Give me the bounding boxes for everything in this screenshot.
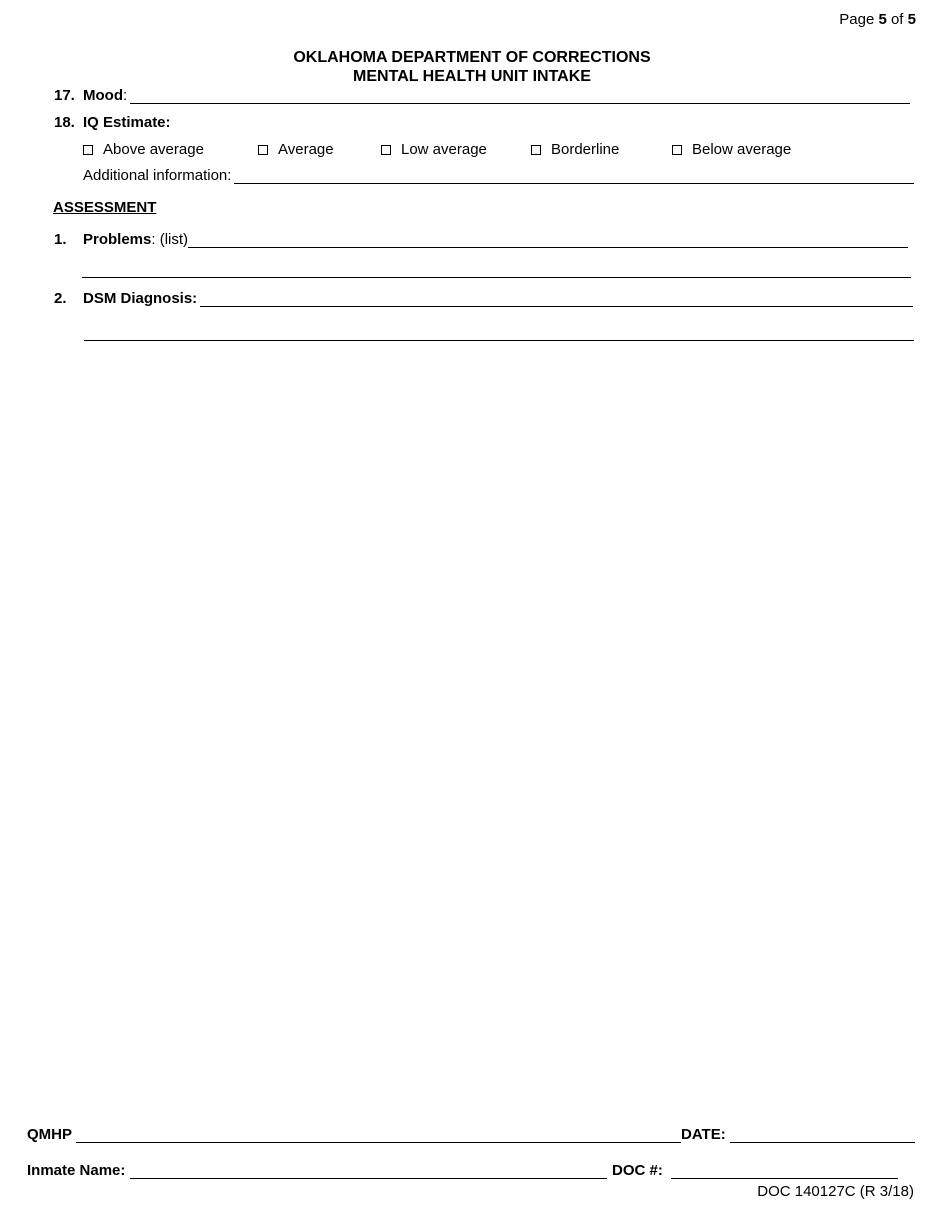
qmhp-label: QMHP [27,1126,72,1143]
iq-option-below-average[interactable]: Below average [672,141,791,158]
date-row [681,1126,915,1143]
form-title-line1: OKLAHOMA DEPARTMENT OF CORRECTIONS [293,49,651,66]
problems-label: Problems [83,231,152,248]
checkbox-icon[interactable] [672,145,682,155]
qmhp-row [27,1126,681,1143]
assessment-heading: ASSESSMENT [53,199,157,216]
problems-field-line2[interactable] [82,277,911,278]
form-title-line2: MENTAL HEALTH UNIT INTAKE [353,68,591,85]
checkbox-icon[interactable] [83,145,93,155]
doc-number-label: DOC #: [612,1162,663,1179]
iq-option-above-average[interactable]: Above average [83,141,204,158]
iq-option-low-average[interactable]: Low average [381,141,487,158]
qmhp-field[interactable] [76,1129,681,1143]
iq-option-average[interactable]: Average [258,141,334,158]
checkbox-icon[interactable] [381,145,391,155]
inmate-name-label: Inmate Name: [27,1162,126,1179]
checkbox-icon[interactable] [258,145,268,155]
date-label: DATE: [681,1126,726,1143]
iq-additional-field[interactable] [234,170,914,184]
mood-field[interactable] [130,90,910,104]
inmate-name-row [27,1162,607,1179]
iq-additional-label: Additional information: [83,167,232,184]
page-current: 5 [878,11,887,28]
doc-number-row [612,1162,898,1179]
iq-row [54,114,171,131]
page-total: 5 [907,11,916,28]
checkbox-icon[interactable] [531,145,541,155]
dsm-row [54,290,913,307]
dsm-field[interactable] [200,293,913,307]
doc-number-field[interactable] [671,1165,898,1179]
mood-row: 17. Mood : [54,87,910,104]
date-field[interactable] [730,1129,915,1143]
mood-label: Mood [83,87,123,104]
iq-option-borderline[interactable]: Borderline [531,141,619,158]
inmate-name-field[interactable] [130,1165,607,1179]
iq-additional-row [83,167,914,184]
page-number: Page 5 of 5 [839,11,916,28]
iq-label: IQ Estimate: [83,114,171,131]
form-id: DOC 140127C (R 3/18) [757,1183,914,1200]
problems-row: 1. Problems : (list) [54,231,908,248]
dsm-number: 2. [54,290,67,307]
problems-number: 1. [54,231,67,248]
mood-number: 17. [54,87,75,104]
dsm-label: DSM Diagnosis: [83,290,198,307]
problems-field[interactable] [188,234,908,248]
iq-number: 18. [54,114,75,131]
dsm-field-line2[interactable] [84,340,914,341]
